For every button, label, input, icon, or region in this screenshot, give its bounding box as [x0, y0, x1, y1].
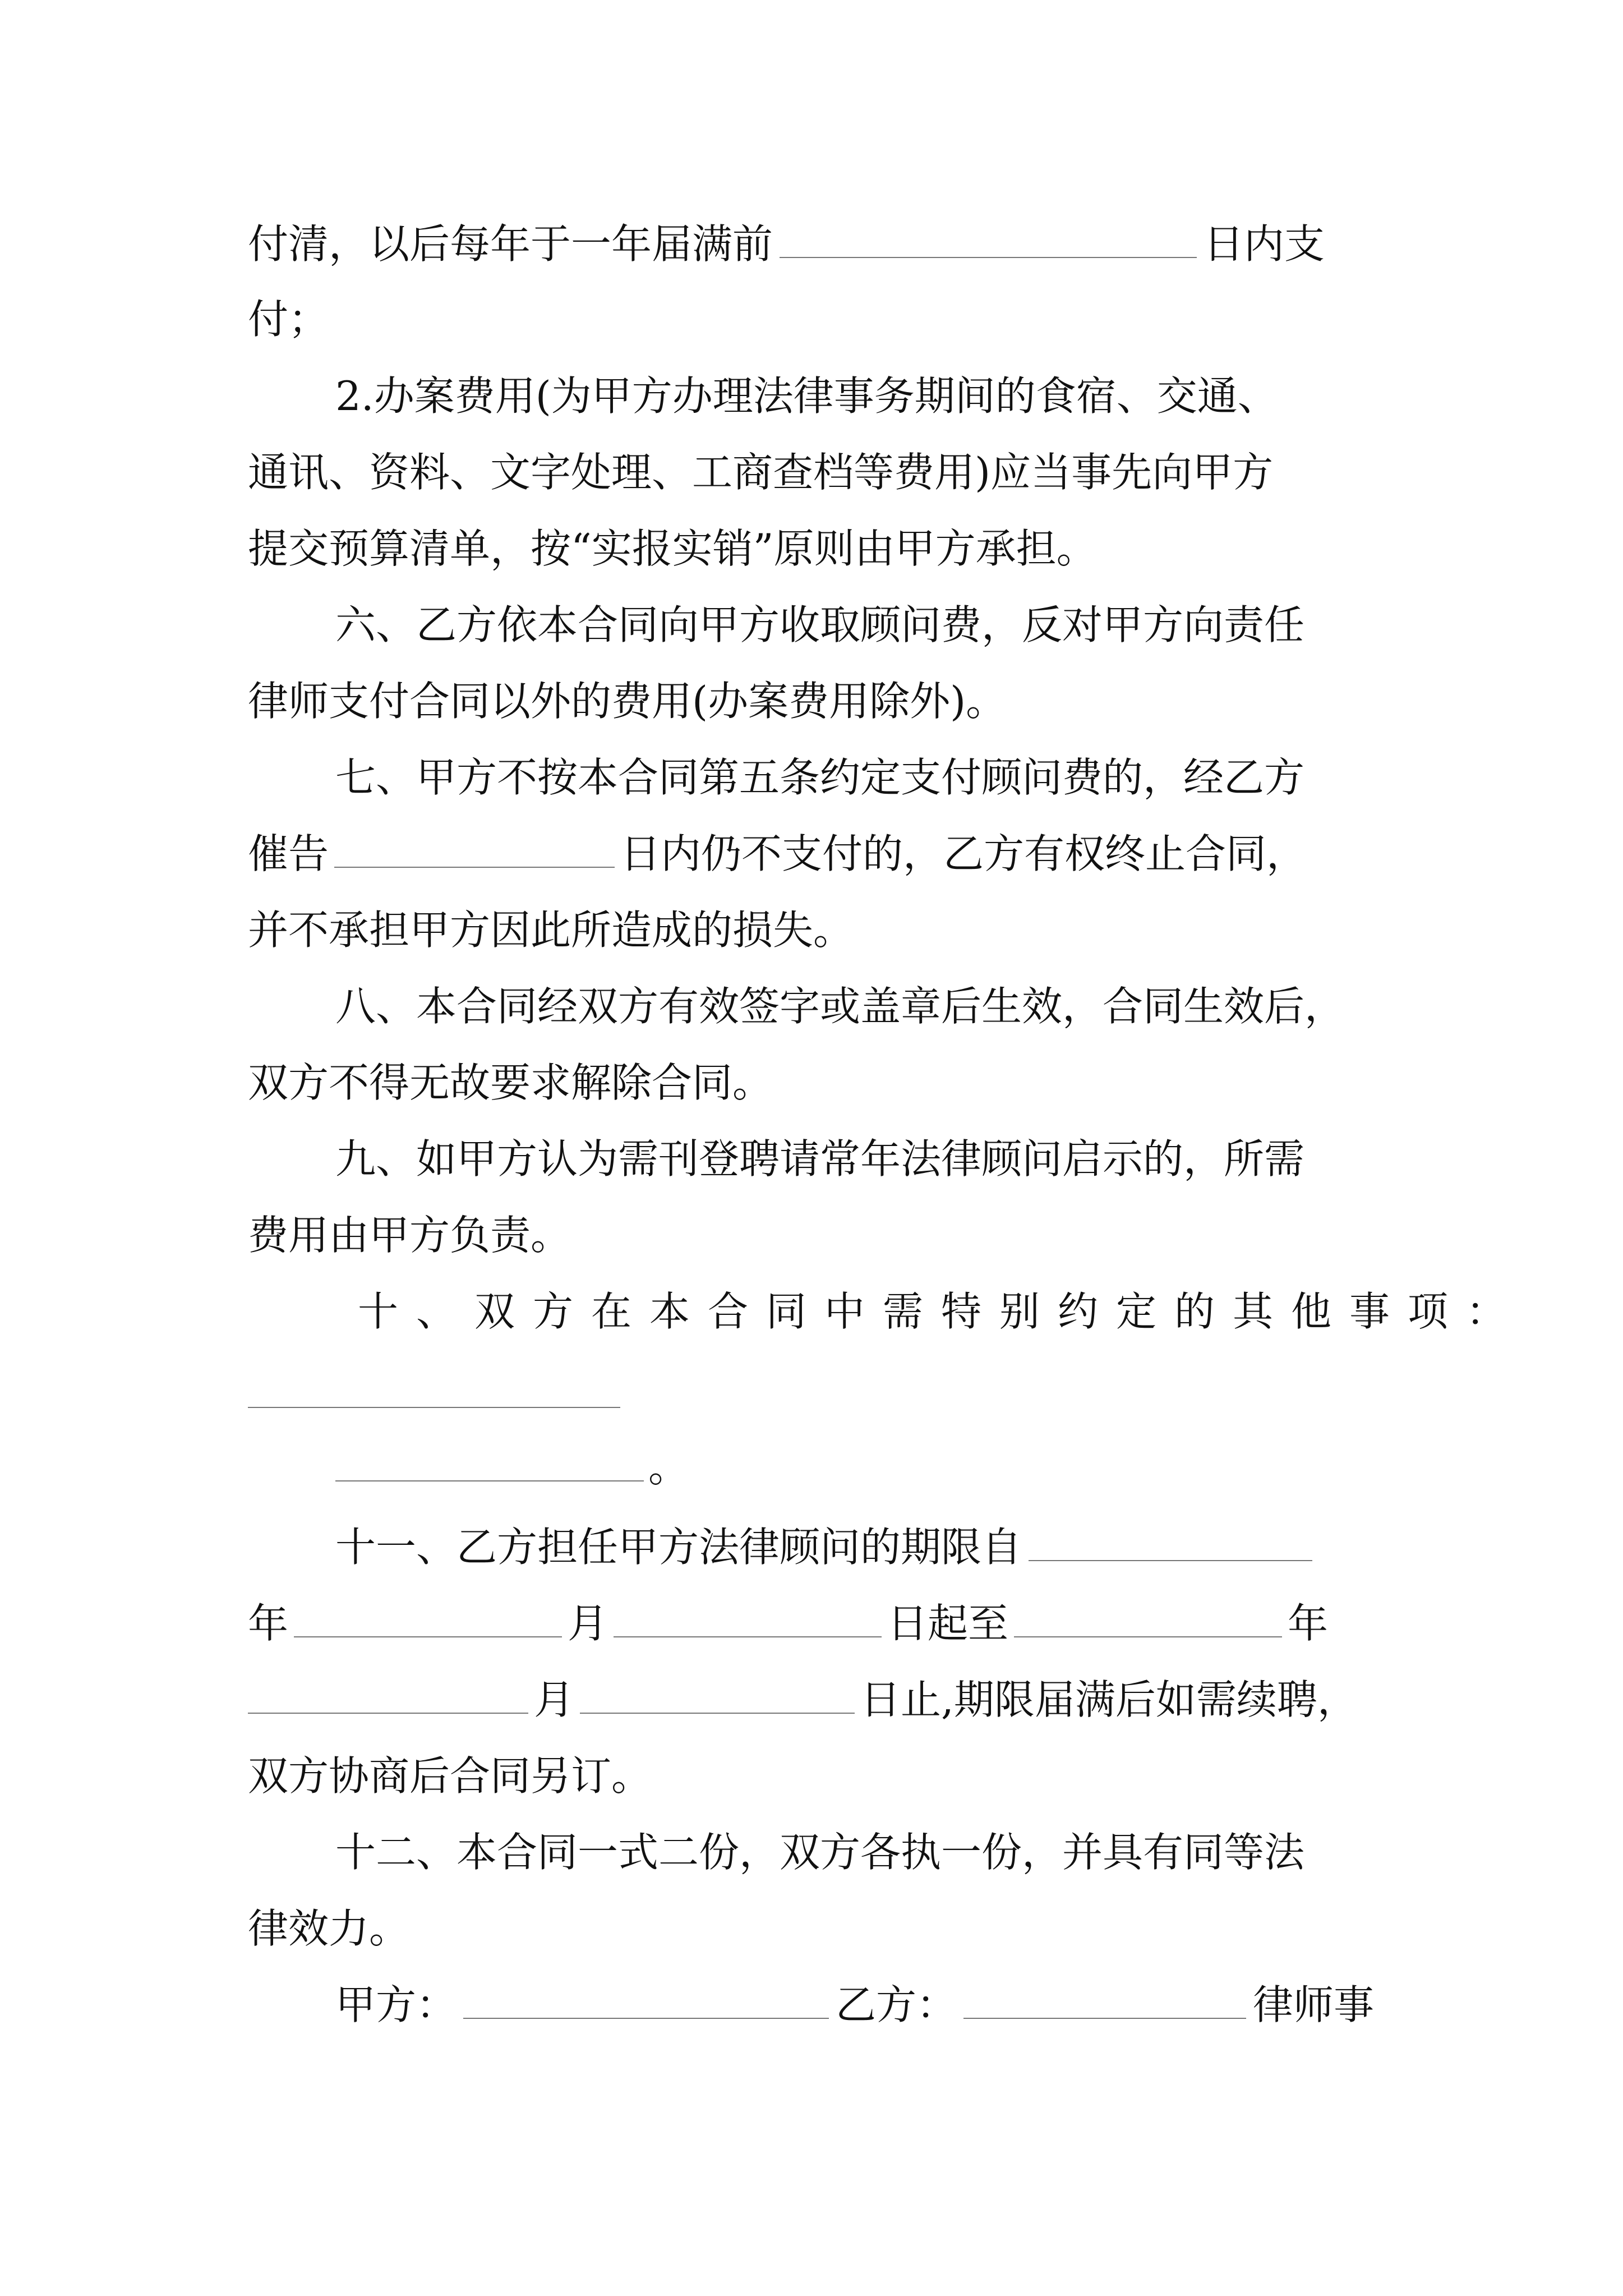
text-line [248, 1749, 1387, 1803]
party-b-label: 乙方： [836, 1981, 957, 2028]
text-line [248, 292, 1387, 346]
text-line [335, 1825, 1387, 1879]
fill-in-blank[interactable] [1029, 1523, 1312, 1561]
text-run: 律师支付合同以外的费用(办案费用除外)。 [248, 678, 1007, 725]
fill-in-blank[interactable] [248, 1676, 528, 1714]
text-run: 月 [534, 1676, 575, 1723]
party-b-field[interactable] [963, 1981, 1246, 2019]
fill-in-blank[interactable] [248, 1407, 620, 1408]
text-run: 双方协商后合同另订。 [248, 1752, 652, 1800]
signature-line [335, 1978, 1387, 2032]
text-run: 付； [248, 296, 329, 343]
text-run: 提交预算清单，按“实报实销”原则由甲方承担。 [248, 525, 1097, 572]
text-run: 月 [568, 1600, 608, 1647]
text-run: 九、如甲方认为需刊登聘请常年法律顾问启示的，所需 [335, 1135, 1305, 1182]
text-run: 付清，以后每年于一年届满前 [248, 220, 773, 268]
party-a-label: 甲方： [335, 1981, 457, 2028]
text-run: 费用由甲方负责。 [248, 1212, 571, 1259]
text-line [248, 674, 1387, 728]
text-run: 十一、乙方担任甲方法律顾问的期限自 [335, 1524, 1022, 1571]
text-line [248, 1208, 1387, 1262]
text-run: 2.办案费用(为甲方办理法律事务期间的食宿、交通、 [335, 372, 1278, 420]
text-line [335, 751, 1387, 804]
text-line [335, 369, 1387, 423]
text-line [248, 1673, 1387, 1727]
text-run: 并不承担甲方因此所造成的损失。 [248, 907, 854, 954]
text-line [335, 979, 1387, 1033]
text-line [248, 1596, 1387, 1650]
text-run: 八、本合同经双方有效签字或盖章后生效，合同生效后， [335, 983, 1345, 1030]
fill-in-blank[interactable] [334, 830, 615, 868]
text-run: 六、乙方依本合同向甲方收取顾问费，反对甲方向责任 [335, 601, 1305, 648]
text-line [248, 445, 1387, 499]
text-run: 。 [648, 1444, 689, 1491]
text-run: 年 [1288, 1600, 1329, 1647]
text-line [248, 522, 1387, 576]
fill-in-blank[interactable] [335, 1443, 644, 1481]
text-line [335, 598, 1387, 652]
text-run: 日内支 [1204, 220, 1325, 268]
text-run: 通讯、资料、文字处理、工商查档等费用)应当事先向甲方 [248, 449, 1274, 496]
text-line [248, 903, 1387, 957]
text-run: 十、双方在本合同中需特别约定的其他事项： [358, 1288, 1525, 1335]
fill-in-blank[interactable] [780, 220, 1197, 258]
text-run: 七、甲方不按本合同第五条约定支付顾问费的，经乙方 [335, 754, 1305, 801]
text-run: 日起至 [887, 1600, 1009, 1647]
text-run: 日内仍不支付的，乙方有权终止合同， [620, 830, 1307, 877]
text-run: 日止,期限届满后如需续聘， [860, 1676, 1358, 1723]
text-run: 双方不得无故要求解除合同。 [248, 1059, 773, 1106]
text-line [335, 1441, 1387, 1494]
text-line [335, 1520, 1387, 1574]
fill-in-blank[interactable] [580, 1676, 855, 1714]
text-line [248, 827, 1387, 881]
fill-in-blank[interactable] [614, 1599, 882, 1637]
text-line [358, 1285, 1525, 1338]
text-line [248, 1902, 1387, 1955]
text-line [335, 1132, 1387, 1186]
text-line [248, 217, 1387, 271]
fill-in-blank[interactable] [294, 1599, 562, 1637]
fill-in-blank[interactable] [1014, 1599, 1282, 1637]
text-run: 催告 [248, 830, 329, 877]
text-run: 十二、本合同一式二份，双方各执一份，并具有同等法 [335, 1829, 1305, 1876]
party-a-field[interactable] [463, 1981, 829, 2019]
text-run: 律师事 [1253, 1981, 1375, 2028]
text-run: 年 [248, 1600, 289, 1647]
text-line [248, 1056, 1387, 1110]
text-run: 律效力。 [248, 1905, 410, 1952]
